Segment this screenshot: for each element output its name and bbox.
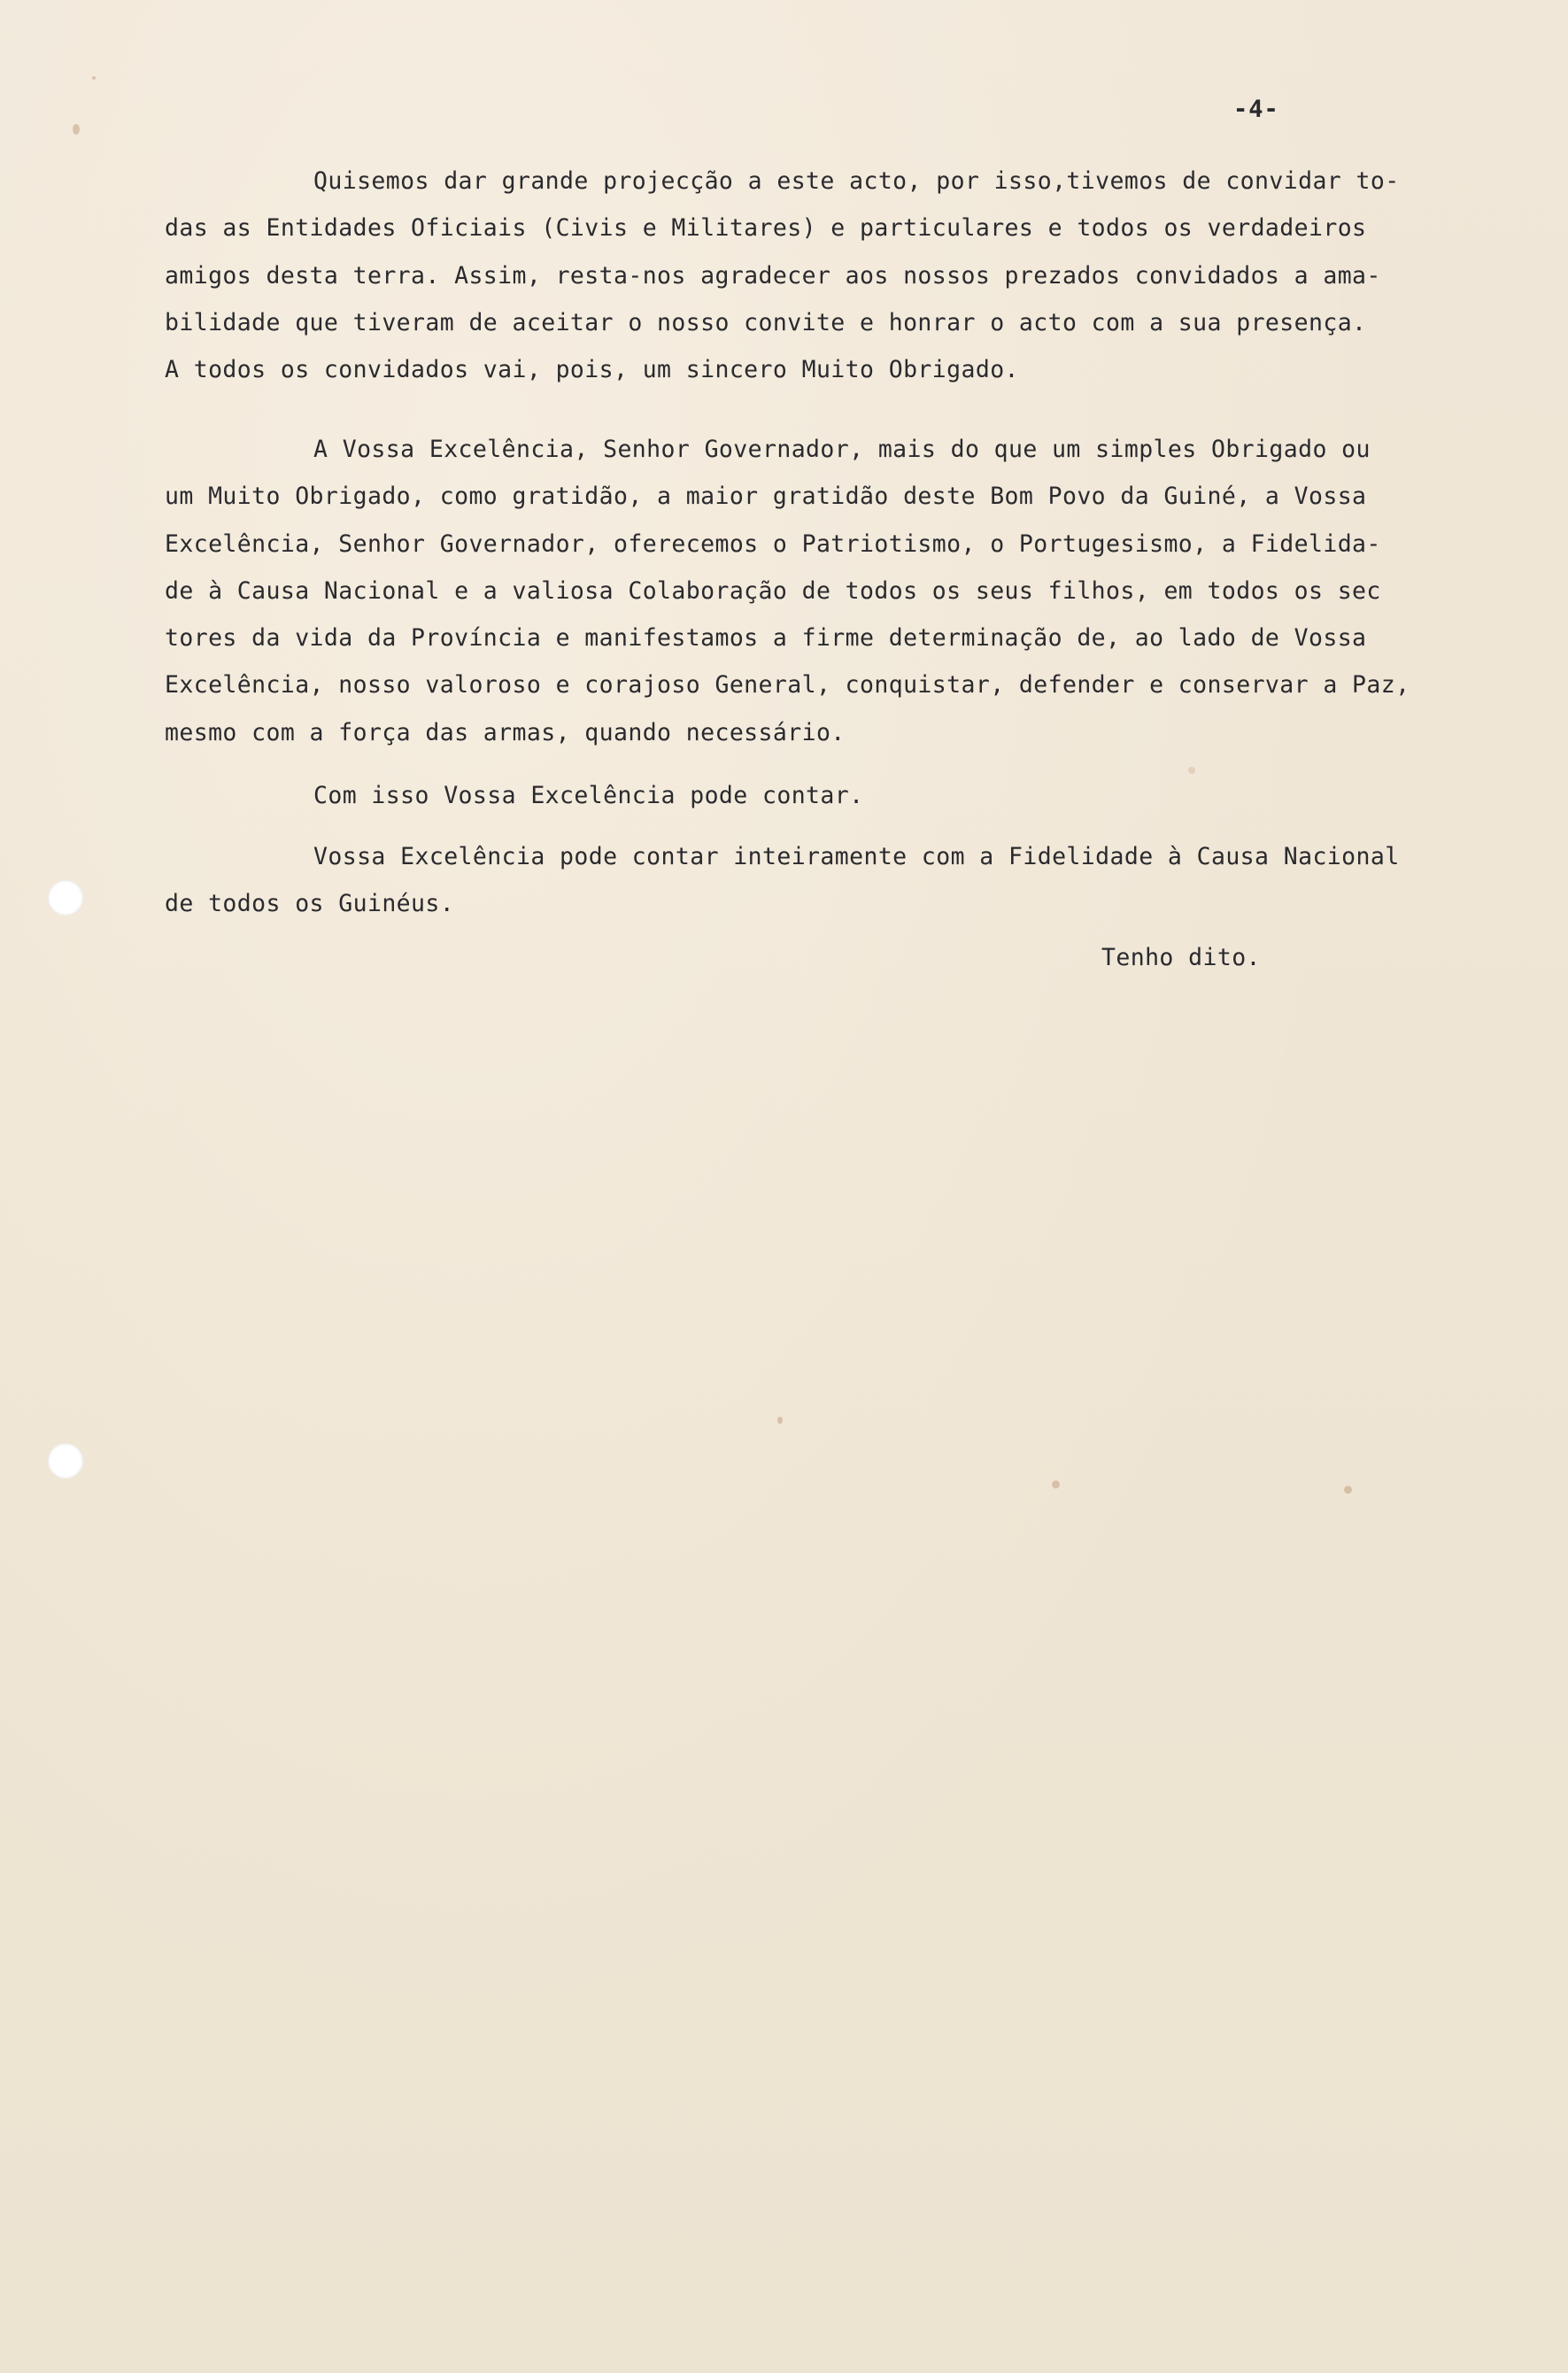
stain-mark: [92, 76, 96, 80]
stain-mark: [1344, 1486, 1352, 1494]
text-line: Com isso Vossa Excelência pode contar.: [313, 782, 864, 809]
punch-hole-top: [48, 880, 83, 916]
text-line: Quisemos dar grande projecção a este acto, por isso,tivemos de convidar to-: [313, 167, 1400, 195]
stain-mark: [777, 1417, 783, 1424]
text-line: A todos os convidados vai, pois, um sincero Muito Obrigado.: [165, 356, 1019, 384]
paragraph-2: [165, 426, 1448, 756]
text-line: bilidade que tiveram de aceitar o nosso convite e honrar o acto com a sua presença.: [165, 308, 1367, 336]
text-line: amigos desta terra. Assim, resta-nos agradecer aos nossos prezados convidados a ama-: [165, 261, 1381, 290]
text-line: Excelência, Senhor Governador, oferecemos o Patriotismo, o Portugesismo, a Fidelida-: [165, 529, 1381, 558]
text-line: Excelência, nosso valoroso e corajoso General, conquistar, defender e conservar a Paz,: [165, 671, 1410, 700]
punch-hole-bottom: [48, 1443, 83, 1479]
paragraph-3: [165, 772, 1448, 819]
text-line: de à Causa Nacional e a valiosa Colaboração de todos os seus filhos, em todos os sec: [165, 576, 1381, 605]
closing-line: Tenho dito.: [1101, 944, 1261, 971]
text-line: A Vossa Excelência, Senhor Governador, mais do que um simples Obrigado ou: [313, 436, 1371, 463]
text-line: mesmo com a força das armas, quando necessário.: [165, 718, 846, 746]
paragraph-4: [165, 833, 1448, 928]
text-line: de todos os Guinéus.: [165, 890, 455, 918]
stain-mark: [1052, 1480, 1060, 1488]
text-line: tores da vida da Província e manifestamos a firme determinação de, ao lado de Vossa: [165, 624, 1367, 653]
page-number: -4-: [1233, 96, 1279, 123]
text-line: Vossa Excelência pode contar inteiramente com a Fidelidade à Causa Nacional: [313, 843, 1400, 870]
text-line: das as Entidades Oficiais (Civis e Militares) e particulares e todos os verdadeiros: [165, 214, 1367, 243]
text-line: um Muito Obrigado, como gratidão, a maior gratidão deste Bom Povo da Guiné, a Vossa: [165, 483, 1367, 511]
paragraph-1: [165, 158, 1448, 393]
stain-mark: [73, 124, 80, 135]
